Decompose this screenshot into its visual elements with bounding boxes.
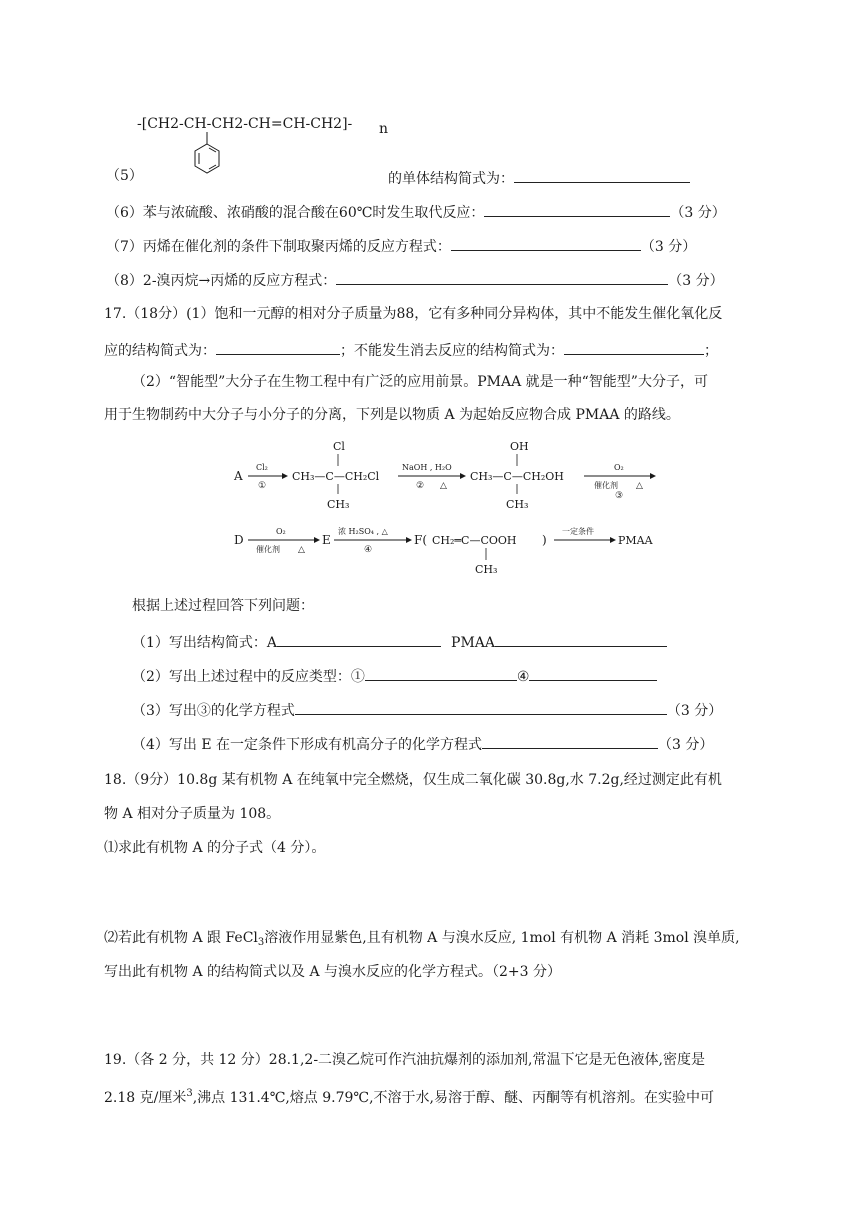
q17-blank-A[interactable]	[277, 630, 441, 647]
scheme-E: E	[322, 533, 331, 547]
q17-sub2-a: （2）写出上述过程中的反应类型：①	[132, 669, 365, 685]
q18-part2-a: ⑵若此有机物 A 跟 FeCl	[104, 930, 258, 946]
q17-sub1-b: PMAA	[451, 635, 496, 651]
compound1-top: Cl	[333, 440, 345, 453]
q17-line3: （2）“智能型”大分子在生物工程中有广泛的应用前景。PMAA 就是一种“智能型”大分子，可	[132, 374, 708, 390]
step3-condition: 催化剂	[594, 481, 618, 490]
step5-condition: 一定条件	[562, 527, 594, 536]
step4-number: ④	[364, 545, 373, 555]
step1-number: ①	[258, 481, 267, 491]
q18-line2: 物 A 相对分子质量为 108。	[104, 806, 281, 822]
scheme-PMAA: PMAA	[618, 534, 653, 547]
scheme-D: D	[234, 533, 244, 547]
arrow-head-icon	[460, 473, 466, 479]
q16-item6	[106, 200, 726, 223]
q17-sub4-label: （4）写出 E 在一定条件下形成有机高分子的化学方程式	[132, 737, 483, 753]
q17-ask: 根据上述过程回答下列问题：	[132, 598, 314, 614]
step-d-condition: 催化剂	[256, 545, 280, 554]
q17-line2-c: ；	[704, 343, 718, 359]
q16-item6-score: （3 分）	[670, 205, 726, 221]
q18-part1: ⑴求此有机物 A 的分子式（4 分）。	[104, 840, 326, 856]
q17-blank-no-oxidation[interactable]	[216, 338, 340, 355]
q17-sub3-label: （3）写出③的化学方程式	[132, 703, 295, 719]
F-structure: CH₂═C—COOH	[432, 534, 517, 547]
compound2: CH₃—C—CH₂OH	[470, 470, 564, 483]
q19-line2	[104, 1084, 714, 1108]
arrow-head-icon	[610, 537, 616, 543]
q17-sub4	[132, 732, 713, 755]
reaction-scheme	[226, 432, 666, 582]
q16-item8-label: （8）2-溴丙烷→丙烯的反应方程式：	[106, 273, 337, 289]
step3-reagent: O₂	[614, 463, 624, 472]
q17-blank-type1[interactable]	[365, 664, 517, 681]
q16-item7	[106, 234, 696, 257]
step2-number: ②	[416, 481, 425, 491]
q16-item7-score: （3 分）	[640, 239, 697, 255]
arrow-head-icon	[650, 473, 656, 479]
F-bottom: CH₃	[475, 563, 498, 576]
scheme-A: A	[234, 469, 243, 483]
polymer-chain: -[CH2-CH-CH2-CH=CH-CH2]-	[137, 116, 353, 132]
step-d-reagent: O₂	[276, 527, 286, 536]
compound2-bottom: CH₃	[506, 498, 529, 511]
compound1: CH₃—C—CH₂Cl	[292, 470, 380, 483]
q17-sub1-a: （1）写出结构简式：A	[132, 635, 278, 651]
q18-part2-b: 溶液作用显紫色,且有机物 A 与溴水反应, 1mol 有机物 A 消耗 3mol 溴单质,	[264, 930, 740, 946]
step3-heat: △	[636, 481, 643, 491]
q16-item8-blank[interactable]	[336, 268, 668, 285]
q17-line1: 17.（18分）(1）饱和一元醇的相对分子质量为88，它有多种同分异构体，其中不能发生催化氧化反	[104, 306, 723, 322]
F-close: )	[542, 533, 547, 547]
q16-item5-blank[interactable]	[514, 166, 690, 183]
q16-item8	[106, 268, 724, 291]
step-d-heat: △	[298, 545, 305, 555]
compound1-bottom: CH₃	[327, 498, 350, 511]
q16-item7-blank[interactable]	[451, 234, 641, 251]
q16-item6-blank[interactable]	[484, 200, 670, 217]
step2-reagent: NaOH , H₂O	[402, 463, 452, 472]
q17-blank-eq4[interactable]	[482, 732, 658, 749]
q18-part2-line1	[104, 928, 740, 953]
step2-condition: △	[440, 481, 447, 491]
q17-sub3	[132, 698, 722, 721]
scheme-F: F(	[414, 533, 428, 547]
q19-line1: 19.（各 2 分，共 12 分）28.1,2-二溴乙烷可作汽油抗爆剂的添加剂,常温下它是无色液体,密度是	[104, 1052, 705, 1068]
q17-line2	[104, 338, 718, 361]
compound2-top: OH	[510, 440, 529, 453]
step3-number: ③	[615, 491, 624, 501]
q18-line1: 18.（9分）10.8g 某有机物 A 在纯氧中完全燃烧，仅生成二氧化碳 30.8g,水 7.2g,经过测定此有机	[104, 772, 722, 788]
q17-blank-PMAA[interactable]	[495, 630, 667, 647]
q17-blank-no-elimination[interactable]	[564, 338, 704, 355]
arrow-head-icon	[314, 537, 320, 543]
q17-line2-b: ；不能发生消去反应的结构简式为：	[340, 343, 564, 359]
arrow-head-icon	[406, 537, 412, 543]
q17-sub1	[132, 630, 667, 653]
q16-item5-label: 的单体结构简式为：	[388, 171, 514, 187]
q16-item5-number: （5）	[106, 168, 143, 184]
polymer-subscript-n: n	[379, 121, 389, 137]
polymer-structure	[135, 108, 395, 183]
q19-line2-b: ,沸点 131.4℃,熔点 9.79℃,不溶于水,易溶于醇、醚、丙酮等有机溶剂。在实验中可	[192, 1090, 714, 1106]
q17-sub4-score: （3 分）	[658, 737, 714, 753]
q16-item7-label: （7）丙烯在催化剂的条件下制取聚丙烯的反应方程式：	[106, 239, 451, 255]
q18-part2-subscript: 3	[257, 937, 265, 948]
q16-item8-score: （3 分）	[668, 273, 724, 289]
q17-line4: 用于生物制药中大分子与小分子的分离，下列是以物质 A 为起始反应物合成 PMAA 的路线。	[104, 407, 680, 423]
q17-blank-type4[interactable]	[529, 664, 657, 681]
q16-item5-text	[388, 166, 690, 189]
q17-line2-a: 应的结构简式为：	[104, 343, 216, 359]
q17-sub2-b: ④	[516, 669, 530, 685]
step1-reagent: Cl₂	[256, 463, 268, 472]
q16-item6-label: （6）苯与浓硫酸、浓硝酸的混合酸在60℃时发生取代反应：	[106, 205, 485, 221]
q17-sub2	[132, 664, 657, 687]
q19-line2-a: 2.18 克/厘米	[104, 1090, 187, 1106]
q18-part2-line2: 写出此有机物 A 的结构简式以及 A 与溴水反应的化学方程式。（2+3 分）	[104, 964, 562, 980]
q17-blank-eq3[interactable]	[295, 698, 667, 715]
q17-sub3-score: （3 分）	[666, 703, 723, 719]
q19-superscript: 3	[186, 1088, 193, 1099]
step4-reagent: 浓 H₂SO₄ , △	[338, 527, 388, 536]
arrow-head-icon	[282, 473, 288, 479]
